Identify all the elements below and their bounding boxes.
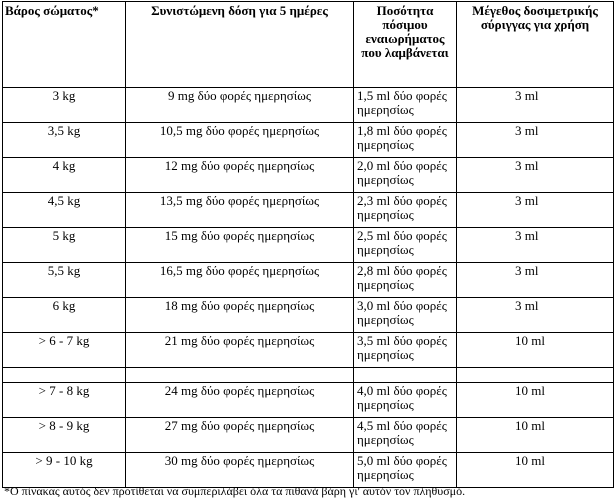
blank-cell <box>3 368 126 383</box>
cell-dose: 30 mg δύο φορές ημερησίως <box>126 453 354 488</box>
cell-dose: 15 mg δύο φορές ημερησίως <box>126 228 354 263</box>
cell-weight: 3 kg <box>3 88 126 123</box>
cell-weight: > 8 - 9 kg <box>3 418 126 453</box>
cell-amount: 3,0 ml δύο φορές ημερησίως <box>354 298 457 333</box>
cell-syringe: 3 ml <box>457 158 614 193</box>
table-row <box>3 453 614 488</box>
header-body-weight: Βάρος σώματος* <box>3 2 126 88</box>
cell-dose: 13,5 mg δύο φορές ημερησίως <box>126 193 354 228</box>
cell-amount: 4,0 ml δύο φορές ημερησίως <box>354 383 457 418</box>
table-row <box>3 298 614 333</box>
table-header <box>3 2 614 88</box>
cell-amount: 3,5 ml δύο φορές ημερησίως <box>354 333 457 368</box>
header-row <box>3 2 614 88</box>
cell-dose: 27 mg δύο φορές ημερησίως <box>126 418 354 453</box>
cell-dose: 24 mg δύο φορές ημερησίως <box>126 383 354 418</box>
table-row <box>3 333 614 368</box>
table-row <box>3 88 614 123</box>
cell-syringe: 3 ml <box>457 88 614 123</box>
cell-dose: 9 mg δύο φορές ημερησίως <box>126 88 354 123</box>
cell-weight: 5 kg <box>3 228 126 263</box>
table-row <box>3 123 614 158</box>
cell-dose: 18 mg δύο φορές ημερησίως <box>126 298 354 333</box>
cell-dose: 21 mg δύο φορές ημερησίως <box>126 333 354 368</box>
blank-cell <box>354 368 457 383</box>
table-row <box>3 418 614 453</box>
cell-syringe: 3 ml <box>457 228 614 263</box>
cell-syringe: 3 ml <box>457 298 614 333</box>
cell-amount: 1,8 ml δύο φορές ημερησίως <box>354 123 457 158</box>
table-body <box>3 88 614 488</box>
blank-row <box>3 368 614 383</box>
blank-cell <box>126 368 354 383</box>
cell-dose: 16,5 mg δύο φορές ημερησίως <box>126 263 354 298</box>
cell-weight: 4,5 kg <box>3 193 126 228</box>
cell-syringe: 10 ml <box>457 453 614 488</box>
cell-syringe: 10 ml <box>457 418 614 453</box>
cell-dose: 10,5 mg δύο φορές ημερησίως <box>126 123 354 158</box>
cell-amount: 2,5 ml δύο φορές ημερησίως <box>354 228 457 263</box>
blank-cell <box>457 368 614 383</box>
table-row <box>3 263 614 298</box>
table-row <box>3 158 614 193</box>
cell-weight: > 6 - 7 kg <box>3 333 126 368</box>
header-recommended-dose: Συνιστώμενη δόση για 5 ημέρες <box>126 2 354 88</box>
header-syringe-size: Μέγεθος δοσιμετρικής σύριγγας για χρήση <box>457 2 614 88</box>
table-row <box>3 228 614 263</box>
cell-weight: 3,5 kg <box>3 123 126 158</box>
cell-weight: > 7 - 8 kg <box>3 383 126 418</box>
cell-dose: 12 mg δύο φορές ημερησίως <box>126 158 354 193</box>
cell-amount: 2,3 ml δύο φορές ημερησίως <box>354 193 457 228</box>
table-footnote: *Ο πίνακας αυτός δεν προτίθεται να συμπεριλάβει όλα τα πιθανά βάρη γι' αυτόν τον πληθυσμό. <box>4 484 466 498</box>
cell-amount: 2,0 ml δύο φορές ημερησίως <box>354 158 457 193</box>
cell-amount: 1,5 ml δύο φορές ημερησίως <box>354 88 457 123</box>
cell-amount: 2,8 ml δύο φορές ημερησίως <box>354 263 457 298</box>
cell-amount: 4,5 ml δύο φορές ημερησίως <box>354 418 457 453</box>
cell-syringe: 10 ml <box>457 333 614 368</box>
cell-syringe: 3 ml <box>457 263 614 298</box>
dosing-table <box>2 1 614 488</box>
cell-syringe: 3 ml <box>457 123 614 158</box>
header-suspension-amount: Ποσότητα πόσιμου εναιωρήματος που λαμβάνεται <box>354 2 457 88</box>
cell-syringe: 3 ml <box>457 193 614 228</box>
cell-syringe: 10 ml <box>457 383 614 418</box>
table-row <box>3 193 614 228</box>
cell-weight: 5,5 kg <box>3 263 126 298</box>
cell-amount: 5,0 ml δύο φορές ημερησίως <box>354 453 457 488</box>
cell-weight: > 9 - 10 kg <box>3 453 126 488</box>
cell-weight: 4 kg <box>3 158 126 193</box>
cell-weight: 6 kg <box>3 298 126 333</box>
table-row <box>3 383 614 418</box>
